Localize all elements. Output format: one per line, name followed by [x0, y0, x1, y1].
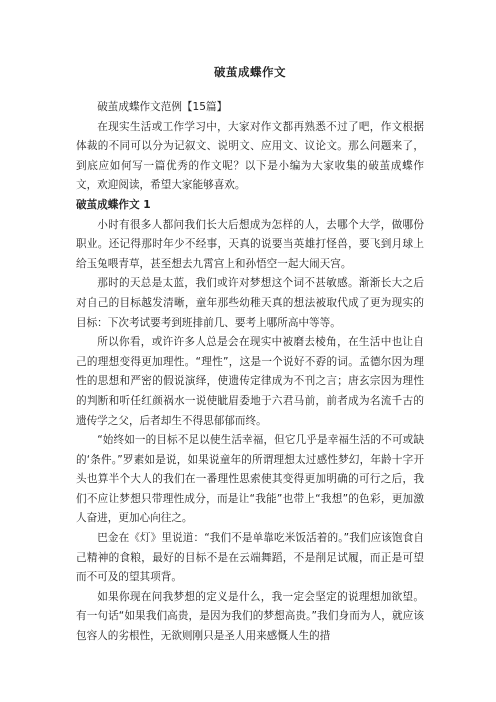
body-paragraph-2: 那时的天总是太蓝，我们或许对梦想这个词不甚敏感。渐渐长大之后对自己的目标越发清晰，童年那些幼稚天真的想法被取代成了更为现实的目标：下次考试要考到班排前几、要考上哪所高中等等。 [76, 277, 424, 329]
section-heading: 破茧成蝶作文 1 [76, 198, 151, 211]
body-paragraph-4: “始终如一的目标不足以使生活幸福，但它几乎是幸福生活的不可或缺的‘条件。”罗素如是说，如果说童年的所谓理想太过感性梦幻，年龄十字开头也算半个大人的我们在一番理性思索使其变得更加明确的可行之后，我们不应让梦想只带理性成分，而是让“我能”也带上“我想”的色彩，更加激人奋进，更加心向往之。 [76, 434, 424, 525]
body-paragraph-1: 小时有很多人都问我们长大后想成为怎样的人，去哪个大学，做哪份职业。还记得那时年少不经事，天真的说要当英雄打怪兽，要飞到月球上给玉兔喂青草，甚至想去九霄宫上和孙悟空一起大闹天宫。 [76, 218, 424, 270]
body-paragraph-5: 巴金在《灯》里说道：“我们不是单靠吃米饭活着的。”我们应该饱食自己精神的食粮，最好的目标不是在云端舞蹈，不是削足试履，而正是可望而不可及的望其项背。 [76, 532, 424, 584]
body-paragraph-6: 如果你现在问我梦想的定义是什么，我一定会坚定的说理想加欲望。有一句话“如果我们高贵，是因为我们的梦想高贵。”我们身而为人，就应该包容人的劣根性，无欲则刚只是圣人用来感慨人生的措 [76, 590, 424, 643]
intro-subtitle: 破茧成蝶作文范例【15篇】 [97, 101, 228, 113]
document-title: 破茧成蝶作文 [214, 65, 286, 79]
intro-paragraph: 在现实生活或工作学习中，大家对作文都再熟悉不过了吧，作文根据体裁的不同可以分为记叙文、说明文、应用文、议论文。那么问题来了，到底应如何写一篇优秀的作文呢？以下是小编为大家收集的破茧成蝶作文，欢迎阅读，希望大家能够喜欢。 [76, 120, 424, 192]
body-paragraph-3: 所以你看，或许许多人总是会在现实中被磨去棱角，在生活中也让自己的理想变得更加理性。“理性”，这是一个说好不孬的词。孟德尔因为理性的思想和严密的假说演绎，使遗传定律成为不刊之言；唐玄宗因为理性的判断和听任红颜祸水一说使眦眉委地于六君马前，前者成为名流千古的遗传学之父，后者却生不得思郁郁而终。 [76, 336, 424, 427]
